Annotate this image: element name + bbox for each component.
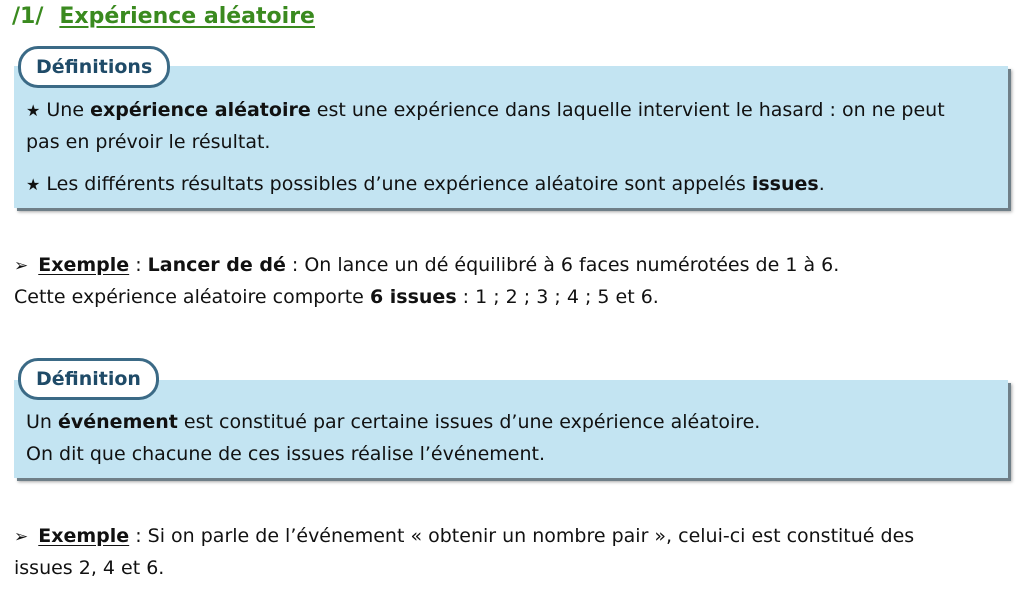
star-icon: ★	[26, 101, 41, 120]
definition-line-2: pas en prévoir le résultat.	[26, 131, 271, 153]
example-title: Lancer de dé	[147, 254, 286, 276]
definition-event-line-1: Un événement est constitué par certaine issues d’une expérience aléatoire.	[26, 411, 761, 433]
section-title: Expérience aléatoire	[59, 4, 315, 29]
section-heading	[12, 4, 315, 29]
issues-count: 6 issues	[369, 286, 457, 308]
section-number: /1/	[12, 4, 44, 29]
definitions-box	[14, 66, 1008, 208]
definition-tag: Définition	[18, 358, 159, 400]
arrow-bullet-icon: ➢	[14, 256, 29, 276]
term-issues: issues	[751, 173, 819, 195]
definition-line-1: ★ Une expérience aléatoire est une expérience dans laquelle intervient le hasard : on ne peut	[26, 99, 945, 121]
example-2-line-2: issues 2, 4 et 6.	[14, 557, 165, 579]
arrow-bullet-icon: ➢	[14, 527, 29, 547]
definition-box	[14, 380, 1008, 478]
term-experience-aleatoire: expérience aléatoire	[90, 99, 311, 121]
star-icon: ★	[26, 175, 41, 194]
definition-event-line-2: On dit que chacune de ces issues réalise l’événement.	[26, 443, 546, 465]
example-label: Exemple	[38, 254, 130, 276]
definitions-tag: Définitions	[18, 46, 170, 88]
term-evenement: événement	[58, 411, 178, 433]
example-1-line-1: ➢ Exemple : Lancer de dé : On lance un dé équilibré à 6 faces numérotées de 1 à 6.	[14, 254, 840, 276]
definition-line-3: ★ Les différents résultats possibles d’une expérience aléatoire sont appelés issues.	[26, 173, 825, 195]
example-2-line-1: ➢ Exemple : Si on parle de l’événement « obtenir un nombre pair », celui-ci est constitué des	[14, 525, 915, 547]
example-1-line-2: Cette expérience aléatoire comporte 6 issues : 1 ; 2 ; 3 ; 4 ; 5 et 6.	[14, 286, 659, 308]
example-label: Exemple	[38, 525, 130, 547]
